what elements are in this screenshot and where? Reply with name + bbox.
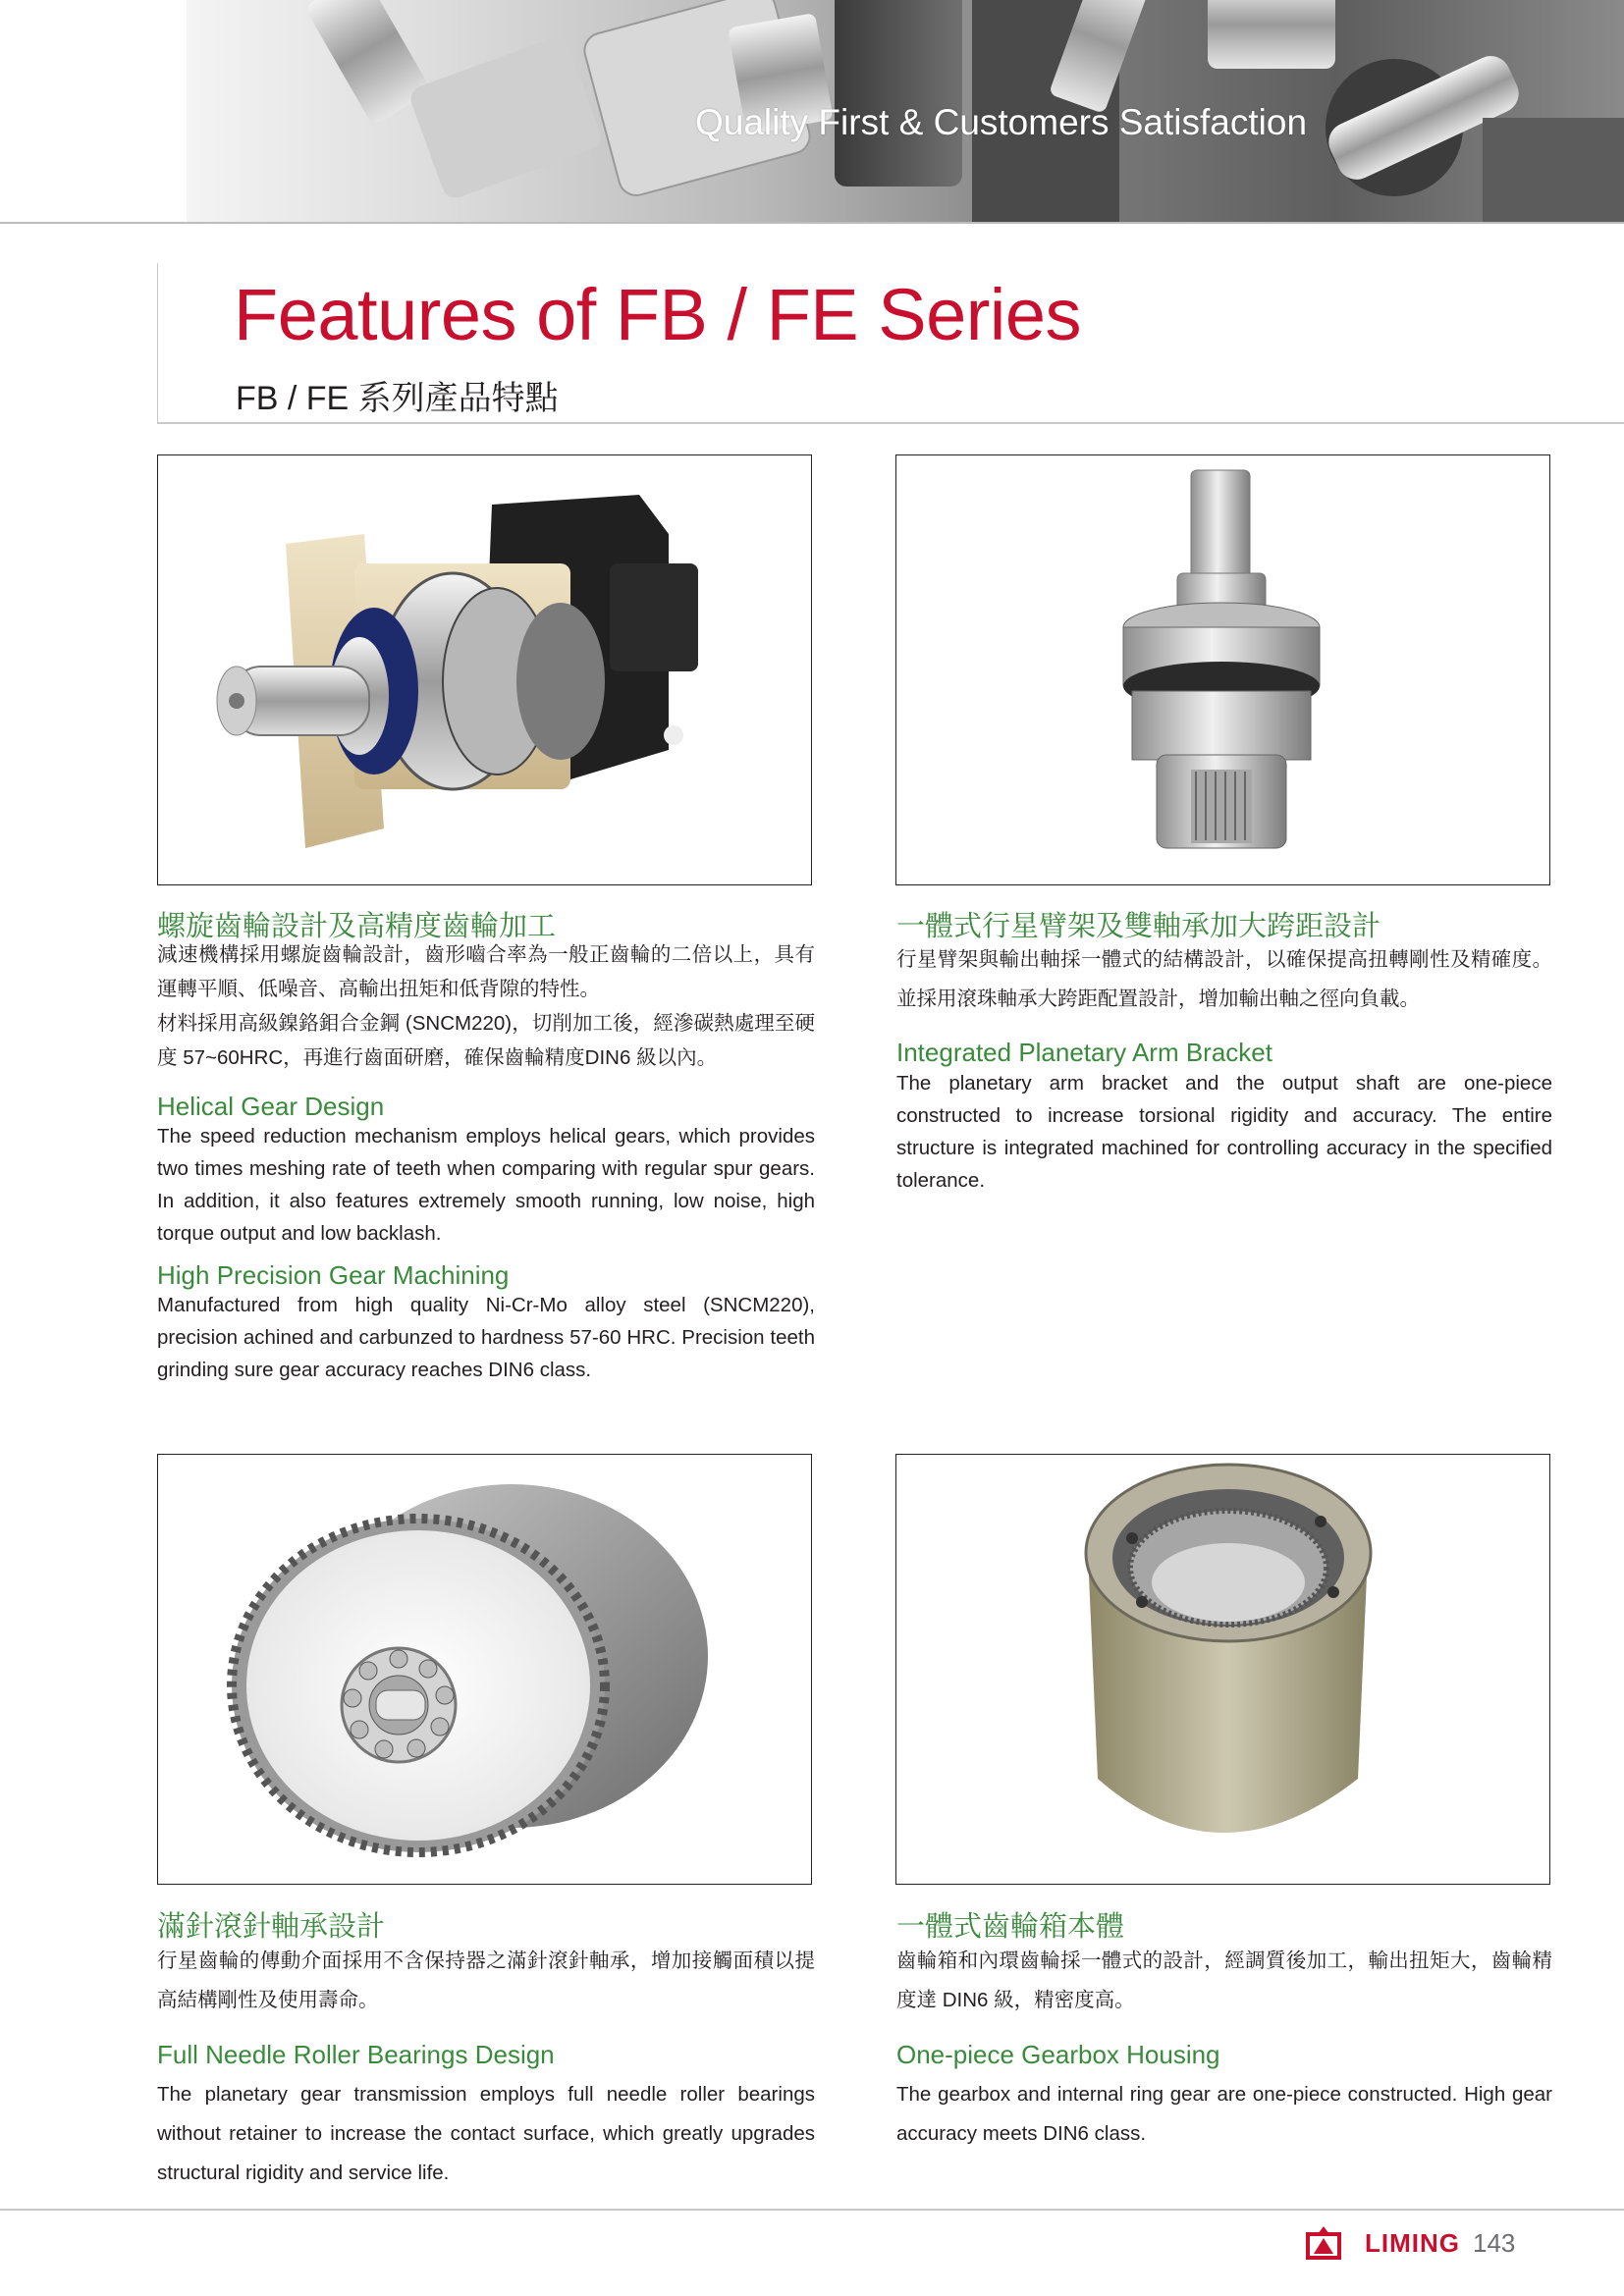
feature-1b-heading-en: High Precision Gear Machining	[157, 1260, 510, 1290]
feature-4-heading-zh: 一體式齒輪箱本體	[896, 1911, 1125, 1943]
feature-2-body-en: The planetary arm bracket and the output shaft are one-piece constructed to increase torsional rigidity and accuracy. The entire structure is integrated machined for controlling accuracy in the specified tolerance.	[896, 1072, 1552, 1192]
feature-4-body-en: The gearbox and internal ring gear are one-piece constructed. High gear accuracy meets DIN6 class.	[896, 2083, 1552, 2145]
feature-2-zh-paragraph-1: 行星臂架與輸出軸採一體式的結構設計，以確保提高扭轉剛性及精確度。並採用滾珠軸承大跨距配置設計，增加輸出軸之徑向負載。	[896, 948, 1552, 1010]
feature-4-body-zh	[896, 1942, 1552, 2020]
gearbox-cutaway-photo	[157, 454, 812, 885]
header-banner	[0, 0, 1624, 224]
planetary-arm-bracket-photo	[895, 454, 1550, 885]
liming-logo-icon	[1306, 2224, 1341, 2260]
banner-slogan: Quality First & Customers Satisfaction	[695, 102, 1308, 142]
feature-4-heading-en: One-piece Gearbox Housing	[896, 2040, 1220, 2069]
footer-divider	[0, 2209, 1624, 2211]
feature-3-zh-paragraph-1: 行星齒輪的傳動介面採用不含保持器之滿針滾針軸承，增加接觸面積以提高結構剛性及使用壽命。	[157, 1949, 815, 2011]
feature-2-heading-zh: 一體式行星臂架及雙軸承加大跨距設計	[896, 911, 1381, 942]
gearbox-housing-photo	[895, 1454, 1550, 1885]
feature-1b-body-en: Manufactured from high quality Ni-Cr-Mo alloy steel (SNCM220), precision achined and carbunzed to hardness 57-60 HRC. Precision teeth grinding sure gear accuracy reaches DIN6 class.	[157, 1294, 815, 1381]
banner-divider	[0, 222, 1624, 224]
page-subtitle-zh: FB / FE 系列產品特點	[236, 380, 559, 417]
footer-brand: LIMING	[1365, 2228, 1460, 2258]
feature-1-heading-en: Helical Gear Design	[157, 1092, 385, 1121]
feature-4-zh-paragraph-1: 齒輪箱和內環齒輪採一體式的設計，經調質後加工，輸出扭矩大，齒輪精度達 DIN6 級，精密度高。	[896, 1949, 1552, 2011]
feature-3-body-en: The planetary gear transmission employs full needle roller bearings without retainer to increase the contact surface, which greatly upgrades structural rigidity and service life.	[157, 2083, 815, 2184]
feature-3-heading-en: Full Needle Roller Bearings Design	[157, 2040, 555, 2069]
page-title: Features of FB / FE Series	[234, 274, 1081, 355]
feature-1-body-en: The speed reduction mechanism employs helical gears, which provides two times meshing rate of teeth when comparing with regular spur gears. In addition, it also features extremely smooth running, low noise, high torque output and low backlash.	[157, 1125, 815, 1245]
feature-3-body-zh	[157, 1942, 815, 2020]
feature-1-heading-zh: 螺旋齒輪設計及高精度齒輪加工	[157, 911, 557, 942]
feature-2-body-zh	[896, 940, 1552, 1019]
feature-3-heading-zh: 滿針滾針軸承設計	[157, 1911, 386, 1943]
page-number: 143	[1473, 2228, 1516, 2258]
feature-1-zh-paragraph-1: 減速機構採用螺旋齒輪設計，齒形嚙合率為一般正齒輪的二倍以上，具有運轉平順、低噪音、高輸出扭矩和低背隙的特性。	[157, 943, 815, 1000]
feature-1-body-zh	[157, 937, 815, 1075]
feature-1-zh-paragraph-2: 材料採用高級鎳鉻鉬合金鋼 (SNCM220)，切削加工後，經滲碳熱處理至硬度 57~60HRC，再進行齒面研磨，確保齒輪精度DIN6 級以內。	[157, 1012, 815, 1069]
feature-2-heading-en: Integrated Planetary Arm Bracket	[896, 1038, 1272, 1067]
needle-roller-gear-photo	[157, 1454, 812, 1885]
